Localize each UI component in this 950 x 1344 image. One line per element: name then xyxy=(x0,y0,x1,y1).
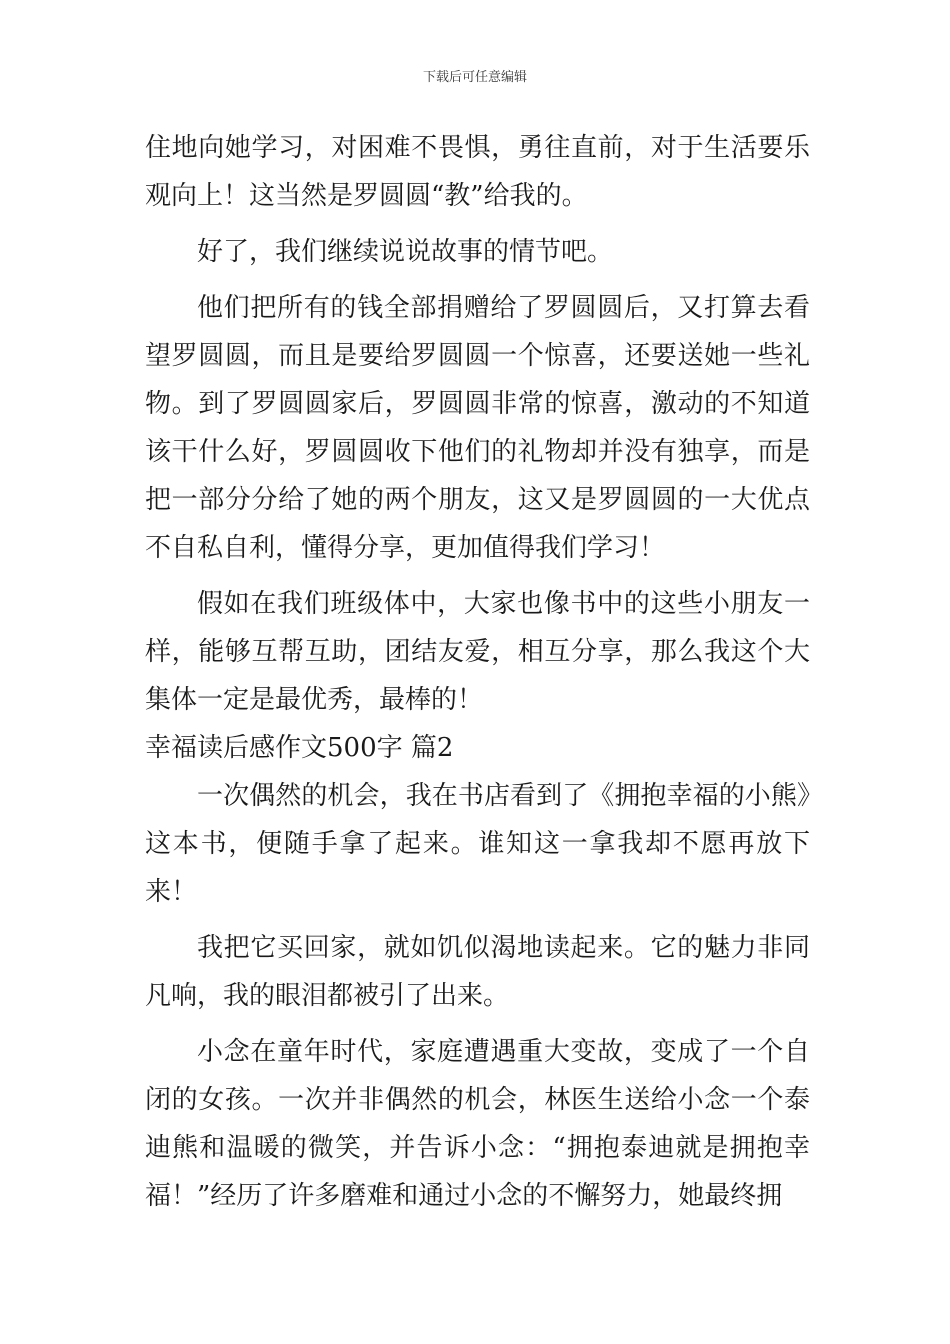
paragraph: 他们把所有的钱全部捐赠给了罗圆圆后，又打算去看望罗圆圆，而且是要给罗圆圆一个惊喜，还要送她一些礼物。到了罗圆圆家后，罗圆圆非常的惊喜，激动的不知道该干什么好，罗圆圆收下他们的礼物却并没有独享，而是把一部分分给了她的两个朋友，这又是罗圆圆的一大优点不自私自利，懂得分享，更加值得我们学习！ xyxy=(145,293,810,563)
header-note: 下载后可任意编辑 xyxy=(422,70,527,85)
paragraph: 我把它买回家，就如饥似渴地读起来。它的魅力非同凡响，我的眼泪都被引了出来。 xyxy=(145,933,810,1011)
paragraph-continuation: 住地向她学习，对困难不畏惧，勇往直前，对于生活要乐观向上！这当然是罗圆圆“教”给我的。 xyxy=(145,133,810,211)
paragraph: 好了，我们继续说说故事的情节吧。 xyxy=(197,237,614,267)
paragraph: 一次偶然的机会，我在书店看到了《拥抱幸福的小熊》这本书，便随手拿了起来。谁知这一拿我却不愿再放下来！ xyxy=(145,781,810,907)
section-title: 幸福读后感作文500字 篇2 xyxy=(145,733,454,763)
document-body xyxy=(145,124,810,1220)
paragraph: 假如在我们班级体中，大家也像书中的这些小朋友一样，能够互帮互助，团结友爱，相互分享，那么我这个大集体一定是最优秀，最棒的！ xyxy=(145,589,810,715)
paragraph: 小念在童年时代，家庭遭遇重大变故，变成了一个自闭的女孩。一次并非偶然的机会，林医生送给小念一个泰迪熊和温暖的微笑，并告诉小念：“拥抱泰迪就是拥抱幸福！”经历了许多磨难和通过小念的不懈努力，她最终拥 xyxy=(145,1037,810,1211)
